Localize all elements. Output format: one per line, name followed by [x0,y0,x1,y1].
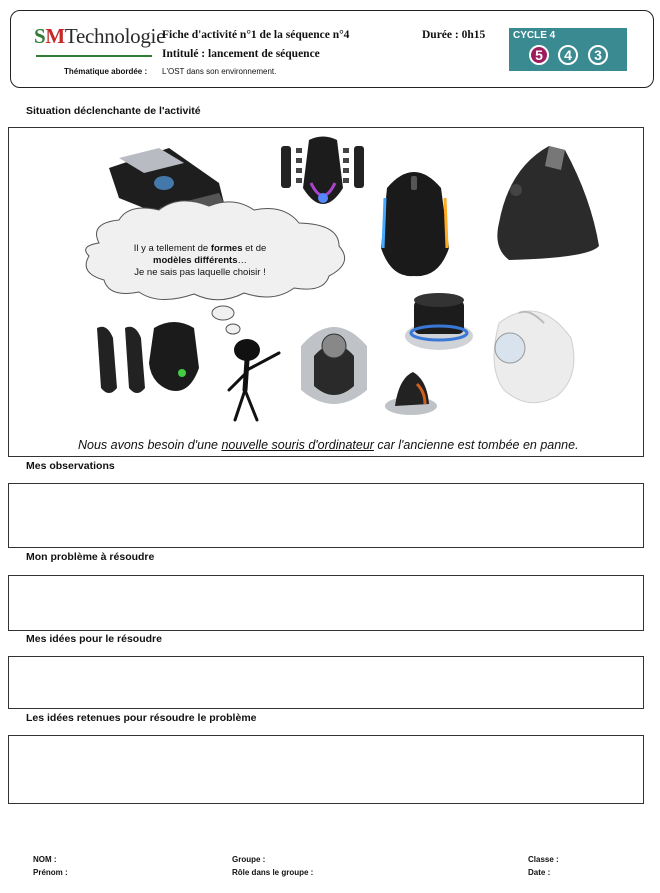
observations-title: Mes observations [26,460,115,472]
situation-title: Situation déclenchante de l'activité [26,105,201,117]
nom-label: NOM : [33,855,57,864]
bubble-line-3: Je ne sais pas laquelle choisir ! [134,267,266,278]
mice-illustration [9,128,643,436]
bubble-text [100,243,300,279]
situation-caption: Nous avons besoin d'une nouvelle souris d'ordinateur car l'ancienne est tombée en panne. [78,438,579,452]
gaming-mouse-icon [381,172,449,276]
retenues-title: Les idées retenues pour résoudre le problème [26,712,257,724]
trackball-silver-icon [301,327,367,404]
prenom-label: Prénom : [33,868,68,877]
idees-title: Mes idées pour le résoudre [26,633,162,645]
logo [34,24,165,49]
spacemouse-icon [405,293,473,350]
penguin-mouse-icon [385,372,437,415]
fiche-title: Fiche d'activité n°1 de la séquence n°4 [162,29,350,41]
duree: Durée : 0h15 [422,29,486,41]
bubble-line-1: Il y a tellement de formes et de [133,243,267,254]
cycle-label: CYCLE 4 [513,30,556,41]
groupe-label: Groupe : [232,855,266,864]
level-3-badge: 3 [588,45,608,65]
idees-box[interactable] [8,656,644,709]
trackball-white-icon [494,311,574,403]
modular-mouse-icon [97,322,199,393]
classe-label: Classe : [528,855,559,864]
thematique-value: L'OST dans son environnement. [162,67,277,76]
thematique-label: Thématique abordée : [64,67,148,76]
probleme-box[interactable] [8,575,644,631]
retenues-box[interactable] [8,735,644,804]
role-label: Rôle dans le groupe : [232,868,314,877]
logo-underline [36,55,152,57]
date-label: Date : [528,868,551,877]
intitule: Intitulé : lancement de séquence [162,48,320,60]
stick-figure-icon [229,339,279,420]
logo-technologie: Technologie [64,24,166,48]
level-5-badge: 5 [529,45,549,65]
bubble-line-2: modèles différents… [153,255,247,266]
logo-s: S [34,24,46,48]
logo-m: M [45,24,65,48]
gaming-mouse-rgb-icon [281,137,364,205]
observations-box[interactable] [8,483,644,548]
level-4-badge: 4 [558,45,578,65]
vertical-mouse-icon [497,146,599,260]
probleme-title: Mon problème à résoudre [26,551,155,563]
